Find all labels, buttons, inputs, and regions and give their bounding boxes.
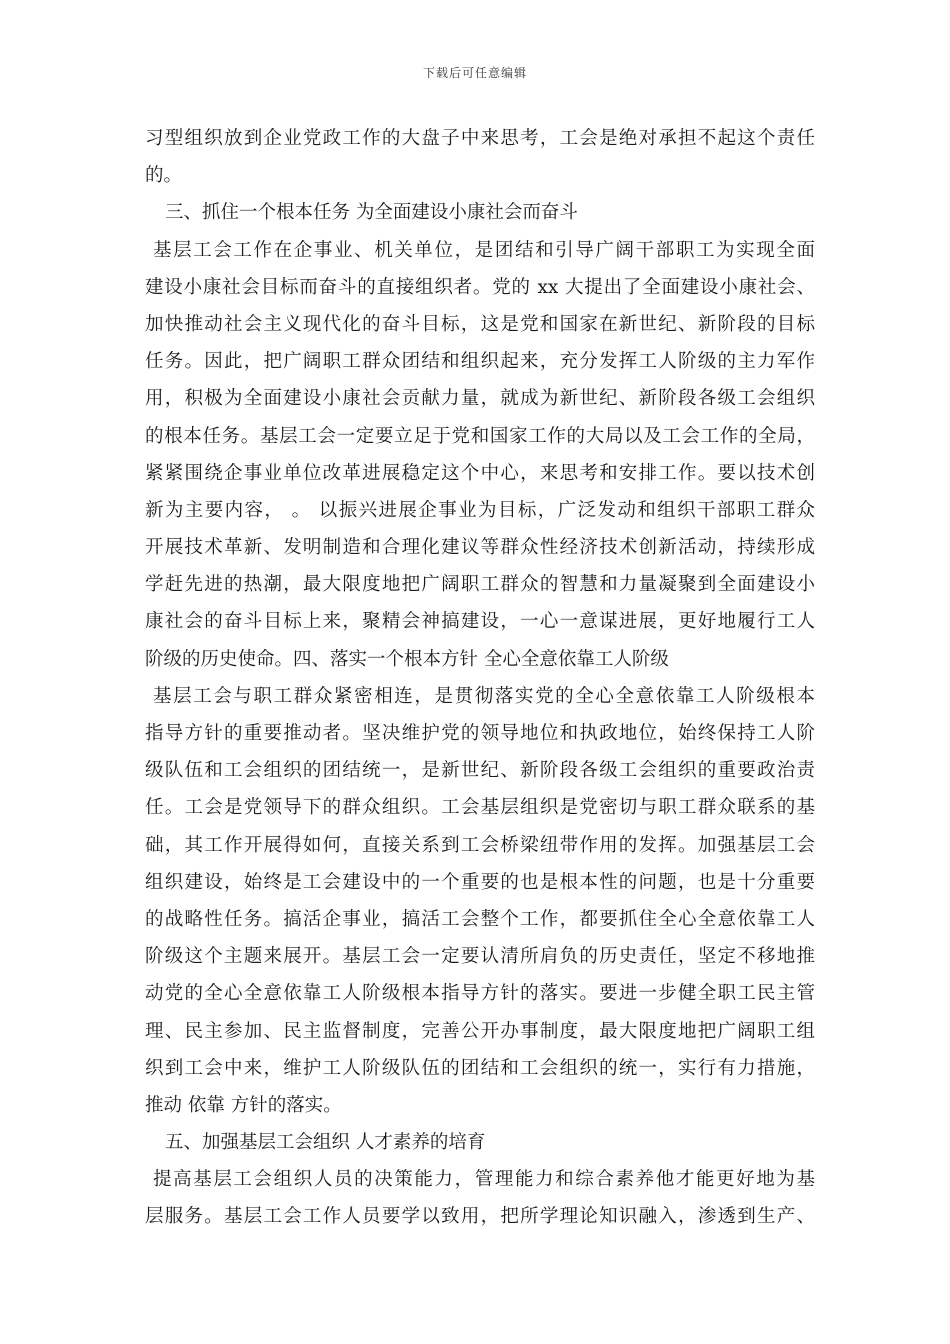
text-line: 康社会的奋斗目标上来，聚精会神搞建设，一心一意谋进展，更好地履行工人 — [145, 611, 815, 633]
text-line: 任。工会是党领导下的群众组织。工会基层组织是党密切与职工群众联系的基 — [145, 797, 815, 819]
text-line: 提高基层工会组织人员的决策能力，管理能力和综合素养他才能更好地为基 — [153, 1169, 815, 1191]
text-line: 础，其工作开展得如何，直接关系到工会桥梁纽带作用的发挥。加强基层工会 — [145, 834, 815, 856]
text-line: 基层工会工作在企事业、机关单位，是团结和引导广阔干部职工为实现全面 — [153, 239, 815, 261]
section-heading: 三、抓住一个根本任务 为全面建设小康社会而奋斗 — [165, 202, 578, 224]
text-line: 理、民主参加、民主监督制度，完善公开办事制度，最大限度地把广阔职工组 — [145, 1020, 815, 1042]
text-line: 指导方针的重要推动者。坚决维护党的领导地位和执政地位，始终保持工人阶 — [145, 723, 815, 744]
text-line: 建设小康社会目标而奋斗的直接组织者。党的 xx 大提出了全面建设小康社会、 — [145, 276, 815, 298]
text-line: 紧紧围绕企事业单位改革进展稳定这个中心，来思考和安排工作。要以技术创 — [145, 462, 815, 484]
section-heading: 五、加强基层工会组织 人才素养的培育 — [165, 1132, 486, 1154]
text-line: 阶级的历史使命。四、落实一个根本方针 全心全意依靠工人阶级 — [145, 648, 669, 670]
text-line: 的根本任务。基层工会一定要立足于党和国家工作的大局以及工会工作的全局， — [145, 425, 815, 447]
text-line: 的战略性任务。搞活企事业，搞活工会整个工作，都要抓住全心全意依靠工人 — [145, 908, 815, 930]
text-line: 任务。因此，把广阔职工群众团结和组织起来，充分发挥工人阶级的主力军作 — [145, 351, 815, 373]
page-header: 下载后可任意编辑 — [422, 66, 527, 80]
text-line: 织到工会中来，维护工人阶级队伍的团结和工会组织的统一，实行有力措施， — [145, 1057, 815, 1079]
text-line: 学赶先进的热潮，最大限度地把广阔职工群众的智慧和力量凝聚到全面建设小 — [145, 574, 815, 596]
text-line: 动党的全心全意依靠工人阶级根本指导方针的落实。要进一步健全职工民主管 — [145, 983, 815, 1005]
text-line: 的。 — [145, 165, 183, 187]
text-line: 用，积极为全面建设小康社会贡献力量，就成为新世纪、新阶段各级工会组织 — [145, 388, 815, 410]
text-line: 组织建设，始终是工会建设中的一个重要的也是根本性的问题，也是十分重要 — [145, 871, 815, 893]
text-line: 新为主要内容， 。 以振兴进展企事业为目标，广泛发动和组织干部职工群众 — [145, 499, 815, 521]
text-line: 习型组织放到企业党政工作的大盘子中来思考，工会是绝对承担不起这个责任 — [145, 128, 815, 149]
text-line: 层服务。基层工会工作人员要学以致用，把所学理论知识融入，渗透到生产、 — [145, 1206, 815, 1228]
text-line: 开展技术革新、发明制造和合理化建议等群众性经济技术创新活动，持续形成 — [145, 537, 815, 559]
text-line: 级队伍和工会组织的团结统一，是新世纪、新阶段各级工会组织的重要政治责 — [145, 760, 815, 782]
text-line: 阶级这个主题来展开。基层工会一定要认清所肩负的历史责任，坚定不移地推 — [145, 946, 815, 968]
text-line: 推动 依靠 方针的落实。 — [145, 1094, 342, 1116]
text-line: 加快推动社会主义现代化的奋斗目标，这是党和国家在新世纪、新阶段的目标 — [145, 313, 815, 335]
text-line: 基层工会与职工群众紧密相连，是贯彻落实党的全心全意依靠工人阶级根本 — [153, 685, 815, 707]
document-body — [145, 120, 815, 1236]
